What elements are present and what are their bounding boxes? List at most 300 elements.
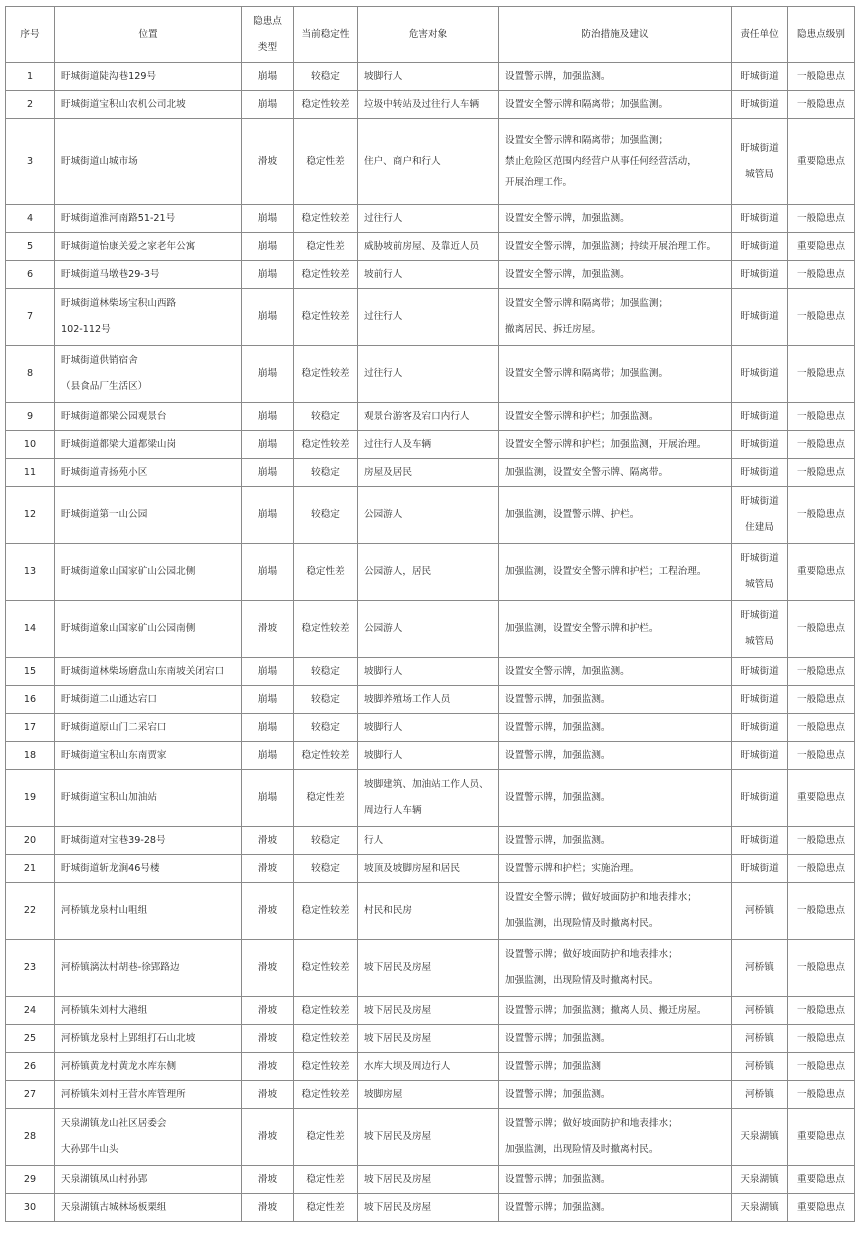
row-target-line: 过往行人 — [364, 311, 403, 322]
row-measures-line: 加强监测，设置安全警示牌和护栏；工程治理。 — [505, 566, 707, 577]
row-measures — [499, 742, 732, 770]
row-type: 滑坡 — [242, 827, 294, 855]
row-unit — [732, 63, 788, 91]
row-measures — [499, 1166, 732, 1194]
table-row — [6, 601, 855, 658]
row-target-line: 房屋及居民 — [364, 466, 412, 478]
row-stability: 稳定性较差 — [294, 91, 358, 119]
row-target-line: 坡脚行人 — [364, 665, 403, 677]
row-location — [55, 1081, 242, 1109]
row-no: 8 — [6, 346, 55, 403]
row-level: 一般隐患点 — [788, 1053, 855, 1081]
row-target — [358, 883, 499, 940]
table-row — [6, 940, 855, 997]
row-measures-line: 设置安全警示牌；做好坡面防护和地表排水； — [505, 892, 697, 903]
row-level: 重要隐患点 — [788, 770, 855, 827]
header-target: 危害对象 — [358, 7, 499, 63]
row-unit-line: 盱城街道 — [740, 792, 779, 803]
row-type: 滑坡 — [242, 1025, 294, 1053]
row-no: 3 — [6, 119, 55, 205]
table-row — [6, 431, 855, 459]
row-location-line: 盱城街道二山通达宕口 — [61, 693, 157, 705]
table-row — [6, 1081, 855, 1109]
row-no: 21 — [6, 855, 55, 883]
row-target — [358, 714, 499, 742]
row-unit — [732, 459, 788, 487]
row-location — [55, 1025, 242, 1053]
header-location: 位置 — [55, 7, 242, 63]
row-location-line: 天泉湖镇凤山村孙郢 — [61, 1173, 148, 1185]
hazard-table — [5, 6, 855, 1222]
row-measures — [499, 940, 732, 997]
row-location-line: （县食品厂生活区） — [61, 381, 148, 392]
row-target-line: 坡脚行人 — [364, 70, 403, 82]
row-unit-line: 盱城街道 — [740, 142, 779, 154]
row-type: 崩塌 — [242, 261, 294, 289]
row-level: 一般隐患点 — [788, 742, 855, 770]
row-stability: 稳定性较差 — [294, 431, 358, 459]
row-stability: 稳定性差 — [294, 1109, 358, 1166]
row-target-line: 坡脚建筑、加油站工作人员、 — [364, 779, 489, 790]
row-target-line: 公园游人，居民 — [364, 566, 432, 577]
row-location-line: 大孙郢牛山头 — [61, 1144, 119, 1155]
row-unit-line: 盱城街道 — [740, 438, 779, 450]
row-unit-line: 盱城街道 — [740, 862, 779, 874]
header-type: 隐患点类型 — [242, 7, 294, 63]
row-stability: 稳定性较差 — [294, 289, 358, 346]
hazard-table-container — [5, 6, 855, 1222]
row-location — [55, 1109, 242, 1166]
row-location — [55, 940, 242, 997]
row-location — [55, 544, 242, 601]
row-target — [358, 658, 499, 686]
row-target — [358, 1081, 499, 1109]
row-stability: 稳定性较差 — [294, 1081, 358, 1109]
row-level: 重要隐患点 — [788, 544, 855, 601]
row-type: 滑坡 — [242, 1081, 294, 1109]
row-level: 一般隐患点 — [788, 658, 855, 686]
table-row — [6, 205, 855, 233]
row-measures — [499, 261, 732, 289]
row-stability: 稳定性较差 — [294, 940, 358, 997]
row-level: 重要隐患点 — [788, 1109, 855, 1166]
row-measures — [499, 403, 732, 431]
row-unit-line: 盱城街道 — [740, 466, 779, 478]
row-target-line: 住户、商户和行人 — [364, 155, 441, 167]
row-type: 滑坡 — [242, 1053, 294, 1081]
row-unit — [732, 940, 788, 997]
row-level: 一般隐患点 — [788, 289, 855, 346]
row-measures-line: 设置安全警示牌和隔离带；加强监测。 — [505, 98, 669, 110]
row-level: 重要隐患点 — [788, 119, 855, 205]
row-unit — [732, 544, 788, 601]
row-target-line: 坡脚行人 — [364, 749, 403, 761]
row-unit-line: 天泉湖镇 — [740, 1173, 779, 1185]
row-unit-line: 盱城街道 — [740, 70, 779, 82]
row-location-line: 盱城街道山城市场 — [61, 155, 138, 167]
row-no: 12 — [6, 487, 55, 544]
row-location — [55, 997, 242, 1025]
row-unit-line: 盱城街道 — [740, 665, 779, 677]
row-measures — [499, 770, 732, 827]
row-measures-line: 设置警示牌，加强监测。 — [505, 721, 611, 733]
row-type: 滑坡 — [242, 601, 294, 658]
row-measures-line: 设置警示牌；加强监测；撤离人员、搬迁房屋。 — [505, 1004, 707, 1016]
row-target-line: 威胁坡前房屋、及靠近人员 — [364, 240, 480, 252]
row-stability: 较稳定 — [294, 63, 358, 91]
row-location-line: 河桥镇朱刘村大港组 — [61, 1004, 148, 1016]
row-location — [55, 714, 242, 742]
row-target-line: 水库大坝及周边行人 — [364, 1060, 451, 1072]
row-unit-line: 盱城街道 — [740, 368, 779, 379]
row-unit-line: 盱城街道 — [740, 311, 779, 322]
row-measures — [499, 544, 732, 601]
row-location-line: 盱城街道宝积山加油站 — [61, 792, 157, 803]
row-stability: 稳定性较差 — [294, 1053, 358, 1081]
row-target — [358, 742, 499, 770]
header-stability: 当前稳定性 — [294, 7, 358, 63]
row-no: 13 — [6, 544, 55, 601]
row-location-line: 盱城街道都梁大道都梁山岗 — [61, 438, 177, 450]
row-target-line: 观景台游客及宕口内行人 — [364, 410, 470, 422]
row-level: 一般隐患点 — [788, 91, 855, 119]
row-stability: 稳定性差 — [294, 119, 358, 205]
table-row — [6, 289, 855, 346]
row-level: 一般隐患点 — [788, 431, 855, 459]
row-unit-line: 河桥镇 — [745, 905, 774, 916]
table-row — [6, 1109, 855, 1166]
row-measures — [499, 1053, 732, 1081]
row-no: 19 — [6, 770, 55, 827]
row-unit — [732, 770, 788, 827]
table-row — [6, 233, 855, 261]
row-target — [358, 487, 499, 544]
row-type: 崩塌 — [242, 544, 294, 601]
row-target — [358, 827, 499, 855]
row-unit — [732, 1109, 788, 1166]
row-unit — [732, 487, 788, 544]
row-location-line: 盱城街道原山门二采宕口 — [61, 721, 167, 733]
row-unit-line: 天泉湖镇 — [740, 1201, 779, 1213]
row-unit-line: 城管局 — [745, 636, 774, 647]
row-unit — [732, 601, 788, 658]
header-level: 隐患点级别 — [788, 7, 855, 63]
row-type: 滑坡 — [242, 1194, 294, 1222]
table-row — [6, 658, 855, 686]
row-level: 一般隐患点 — [788, 403, 855, 431]
row-level: 一般隐患点 — [788, 1025, 855, 1053]
row-no: 23 — [6, 940, 55, 997]
row-measures — [499, 119, 732, 205]
row-unit-line: 盱城街道 — [740, 410, 779, 422]
row-target — [358, 686, 499, 714]
row-type: 滑坡 — [242, 855, 294, 883]
row-type: 崩塌 — [242, 205, 294, 233]
row-measures-line: 设置安全警示牌，加强监测。 — [505, 212, 630, 224]
table-row — [6, 1053, 855, 1081]
row-stability: 稳定性较差 — [294, 205, 358, 233]
row-measures-line: 禁止危险区范围内经营户从事任何经营活动， — [505, 156, 697, 167]
row-measures-line: 撤离居民、拆迁房屋。 — [505, 324, 601, 335]
table-row — [6, 403, 855, 431]
row-target-line: 坡下居民及房屋 — [364, 962, 432, 973]
row-no: 7 — [6, 289, 55, 346]
table-row — [6, 742, 855, 770]
table-row — [6, 686, 855, 714]
row-level: 一般隐患点 — [788, 601, 855, 658]
row-unit-line: 河桥镇 — [745, 1088, 774, 1100]
row-location-line: 盱城街道象山国家矿山公园北侧 — [61, 566, 196, 577]
row-location — [55, 261, 242, 289]
row-measures — [499, 686, 732, 714]
row-measures-line: 加强监测，设置安全警示牌和护栏。 — [505, 623, 659, 634]
row-location — [55, 346, 242, 403]
row-target — [358, 770, 499, 827]
row-unit — [732, 346, 788, 403]
row-location — [55, 63, 242, 91]
row-target — [358, 997, 499, 1025]
row-target-line: 过往行人 — [364, 212, 403, 224]
row-measures — [499, 714, 732, 742]
row-location-line: 河桥镇龙泉村山咀组 — [61, 905, 148, 916]
row-target — [358, 940, 499, 997]
row-unit — [732, 91, 788, 119]
row-type: 崩塌 — [242, 63, 294, 91]
row-location-line: 盱城街道马墩巷29-3号 — [61, 268, 160, 280]
row-stability: 稳定性较差 — [294, 997, 358, 1025]
row-level: 一般隐患点 — [788, 346, 855, 403]
row-no: 24 — [6, 997, 55, 1025]
row-measures-line: 加强监测，出现险情及时撤离村民。 — [505, 975, 659, 986]
table-row — [6, 1025, 855, 1053]
row-no: 29 — [6, 1166, 55, 1194]
table-row — [6, 855, 855, 883]
row-no: 25 — [6, 1025, 55, 1053]
row-target — [358, 403, 499, 431]
row-target — [358, 63, 499, 91]
row-location — [55, 289, 242, 346]
row-level: 一般隐患点 — [788, 686, 855, 714]
row-measures-line: 设置安全警示牌和护栏；加强监测。 — [505, 410, 659, 422]
row-target — [358, 1025, 499, 1053]
row-target-line: 坡脚行人 — [364, 721, 403, 733]
row-location — [55, 827, 242, 855]
row-location-line: 盱城街道陡沟巷129号 — [61, 70, 157, 82]
row-location — [55, 459, 242, 487]
row-location-line: 天泉湖镇古城林场板栗组 — [61, 1201, 167, 1213]
row-measures-line: 设置安全警示牌和隔离带；加强监测； — [505, 135, 669, 146]
row-measures — [499, 63, 732, 91]
row-measures — [499, 91, 732, 119]
row-unit — [732, 714, 788, 742]
row-location-line: 盱城街道第一山公园 — [61, 509, 148, 520]
row-target-line: 坡脚养殖场工作人员 — [364, 693, 451, 705]
row-level: 一般隐患点 — [788, 827, 855, 855]
row-location — [55, 487, 242, 544]
row-unit — [732, 1053, 788, 1081]
row-location-line: 盱城街道淮河南路51-21号 — [61, 212, 176, 224]
row-unit-line: 城管局 — [745, 579, 774, 590]
row-stability: 稳定性差 — [294, 770, 358, 827]
row-no: 28 — [6, 1109, 55, 1166]
row-unit-line: 河桥镇 — [745, 1032, 774, 1044]
row-location-line: 盱城街道斩龙涧46号楼 — [61, 862, 160, 874]
row-unit-line: 盱城街道 — [740, 749, 779, 761]
row-no: 15 — [6, 658, 55, 686]
row-measures-line: 加强监测，设置安全警示牌、隔离带。 — [505, 466, 669, 478]
row-type: 崩塌 — [242, 91, 294, 119]
row-level: 一般隐患点 — [788, 997, 855, 1025]
row-target-line: 坡前行人 — [364, 268, 403, 280]
header-row — [6, 7, 855, 63]
row-no: 2 — [6, 91, 55, 119]
row-measures — [499, 459, 732, 487]
row-location-line: 盱城街道供销宿舍 — [61, 355, 138, 366]
row-location-line: 102-112号 — [61, 324, 111, 335]
row-unit-line: 盱城街道 — [740, 610, 779, 621]
row-location-line: 河桥镇龙泉村上郢组打石山北坡 — [61, 1032, 196, 1044]
row-measures-line: 设置警示牌；做好坡面防护和地表排水； — [505, 949, 678, 960]
table-row — [6, 119, 855, 205]
row-target — [358, 544, 499, 601]
row-location — [55, 742, 242, 770]
header-unit: 责任单位 — [732, 7, 788, 63]
row-level: 一般隐患点 — [788, 261, 855, 289]
row-stability: 稳定性差 — [294, 233, 358, 261]
row-unit — [732, 883, 788, 940]
row-type: 滑坡 — [242, 1166, 294, 1194]
row-target — [358, 261, 499, 289]
row-stability: 稳定性较差 — [294, 883, 358, 940]
row-stability: 稳定性较差 — [294, 261, 358, 289]
row-unit-line: 河桥镇 — [745, 1060, 774, 1072]
row-unit — [732, 1194, 788, 1222]
row-target-line: 周边行人车辆 — [364, 805, 422, 816]
row-unit — [732, 431, 788, 459]
row-measures-line: 设置警示牌，加强监测。 — [505, 70, 611, 82]
row-measures — [499, 205, 732, 233]
row-location — [55, 1053, 242, 1081]
row-location-line: 盱城街道象山国家矿山公园南侧 — [61, 623, 196, 634]
row-measures — [499, 431, 732, 459]
row-location-line: 天泉湖镇龙山社区居委会 — [61, 1118, 167, 1129]
row-no: 27 — [6, 1081, 55, 1109]
row-measures — [499, 601, 732, 658]
row-location-line: 盱城街道怡康关爱之家老年公寓 — [61, 240, 196, 252]
row-unit — [732, 1166, 788, 1194]
table-row — [6, 997, 855, 1025]
row-no: 14 — [6, 601, 55, 658]
row-type: 崩塌 — [242, 233, 294, 261]
row-target — [358, 1166, 499, 1194]
row-measures-line: 设置警示牌；加强监测。 — [505, 1173, 611, 1185]
row-unit — [732, 997, 788, 1025]
row-measures — [499, 997, 732, 1025]
row-stability: 较稳定 — [294, 714, 358, 742]
row-target — [358, 205, 499, 233]
row-target-line: 坡脚房屋 — [364, 1088, 403, 1100]
row-location — [55, 431, 242, 459]
row-target — [358, 91, 499, 119]
row-measures — [499, 233, 732, 261]
row-measures-line: 加强监测，出现险情及时撤离村民。 — [505, 1144, 659, 1155]
row-target-line: 坡下居民及房屋 — [364, 1004, 432, 1016]
row-no: 16 — [6, 686, 55, 714]
row-measures-line: 设置安全警示牌，加强监测；持续开展治理工作。 — [505, 240, 717, 252]
row-measures-line: 设置安全警示牌和隔离带；加强监测； — [505, 298, 669, 309]
row-level: 一般隐患点 — [788, 940, 855, 997]
row-location-line: 盱城街道林柴场宝积山西路 — [61, 298, 177, 309]
row-unit-line: 城管局 — [745, 168, 774, 180]
row-stability: 稳定性较差 — [294, 742, 358, 770]
row-stability: 较稳定 — [294, 827, 358, 855]
row-unit — [732, 403, 788, 431]
row-target — [358, 1194, 499, 1222]
row-target — [358, 289, 499, 346]
row-target-line: 过往行人及车辆 — [364, 438, 432, 450]
row-measures — [499, 1025, 732, 1053]
row-unit-line: 盱城街道 — [740, 721, 779, 733]
row-target-line: 行人 — [364, 834, 384, 846]
row-measures-line: 设置警示牌，加强监测。 — [505, 834, 611, 846]
row-location-line: 盱城街道都梁公园观景台 — [61, 410, 167, 422]
row-stability: 稳定性差 — [294, 1194, 358, 1222]
row-location — [55, 770, 242, 827]
row-location — [55, 883, 242, 940]
row-measures-line: 设置警示牌；加强监测。 — [505, 1032, 611, 1044]
row-unit-line: 盱城街道 — [740, 553, 779, 564]
row-unit-line: 天泉湖镇 — [740, 1131, 779, 1142]
row-stability: 较稳定 — [294, 487, 358, 544]
row-level: 一般隐患点 — [788, 883, 855, 940]
row-measures-line: 加强监测，出现险情及时撤离村民。 — [505, 918, 659, 929]
row-measures-line: 设置警示牌；做好坡面防护和地表排水； — [505, 1118, 678, 1129]
row-level: 一般隐患点 — [788, 63, 855, 91]
row-stability: 稳定性差 — [294, 544, 358, 601]
row-measures-line: 设置警示牌，加强监测。 — [505, 693, 611, 705]
row-no: 1 — [6, 63, 55, 91]
row-unit-line: 河桥镇 — [745, 1004, 774, 1016]
row-target — [358, 1109, 499, 1166]
row-measures — [499, 658, 732, 686]
row-type: 滑坡 — [242, 997, 294, 1025]
row-no: 4 — [6, 205, 55, 233]
row-target-line: 过往行人 — [364, 368, 403, 379]
row-location-line: 河桥镇黄龙村黄龙水库东侧 — [61, 1060, 177, 1072]
row-target-line: 坡下居民及房屋 — [364, 1131, 432, 1142]
row-type: 滑坡 — [242, 1109, 294, 1166]
row-location — [55, 205, 242, 233]
row-stability: 较稳定 — [294, 658, 358, 686]
row-location — [55, 601, 242, 658]
row-type: 崩塌 — [242, 487, 294, 544]
row-measures — [499, 827, 732, 855]
row-location — [55, 658, 242, 686]
row-measures-line: 设置警示牌，加强监测。 — [505, 792, 611, 803]
row-target-line: 坡下居民及房屋 — [364, 1173, 432, 1185]
row-level: 一般隐患点 — [788, 1081, 855, 1109]
row-level: 一般隐患点 — [788, 714, 855, 742]
row-no: 20 — [6, 827, 55, 855]
row-unit — [732, 289, 788, 346]
row-type: 滑坡 — [242, 119, 294, 205]
row-unit — [732, 827, 788, 855]
row-unit — [732, 1081, 788, 1109]
row-no: 6 — [6, 261, 55, 289]
row-no: 30 — [6, 1194, 55, 1222]
row-location-line: 河桥镇漓汰村胡巷-徐郢路边 — [61, 962, 180, 973]
row-level: 一般隐患点 — [788, 487, 855, 544]
